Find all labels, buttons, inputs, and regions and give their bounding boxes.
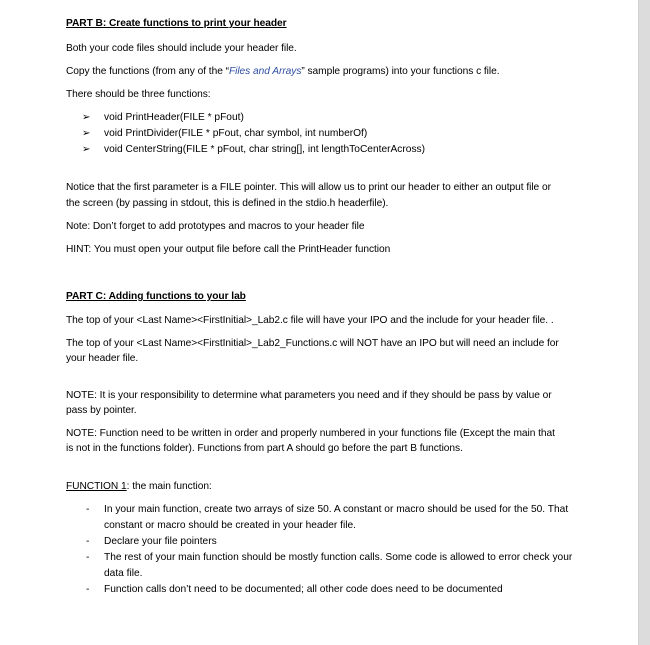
- part-c-paragraph-2-line-1: The top of your <Last Name><FirstInitial>_Lab2_Functions.c will NOT have an IPO but will need an include for: [66, 338, 559, 349]
- function-1-item-4: Function calls don’t need to be documented; all other code does need to be documented: [104, 584, 503, 595]
- vertical-scrollbar[interactable]: [639, 0, 650, 645]
- arrow-bullet-icon: ➢: [82, 128, 91, 139]
- p2-post: ” sample programs) into your functions c file.: [301, 66, 500, 77]
- function-1-item-3-line-2: data file.: [104, 568, 143, 579]
- note-line: Note: Don’t forget to add prototypes and macros to your header file: [66, 221, 365, 232]
- function-1-item-2: Declare your file pointers: [104, 536, 217, 547]
- function-item: void CenterString(FILE * pFout, char string[], int lengthToCenterAcross): [104, 144, 426, 155]
- part-b-paragraph-1: Both your code files should include your header file.: [66, 43, 297, 54]
- dash-bullet: -: [86, 584, 90, 595]
- function-item: void PrintHeader(FILE * pFout): [104, 112, 244, 123]
- function-1-item-3-line-1: The rest of your main function should be mostly function calls. Some code is allowed to error check your: [104, 552, 573, 563]
- dash-bullet: -: [86, 504, 90, 515]
- arrow-bullet-icon: ➢: [82, 144, 91, 155]
- note-2-line-1: NOTE: Function need to be written in order and properly numbered in your functions file (Except the main that: [66, 428, 555, 439]
- notice-line-2: the screen (by passing in stdout, this is defined in the stdio.h headerfile).: [66, 198, 389, 209]
- part-c-paragraph-1: The top of your <Last Name><FirstInitial>_Lab2.c file will have your IPO and the include for your header file. .: [66, 315, 554, 326]
- dash-bullet: -: [86, 536, 90, 547]
- p2-pre: Copy the functions (from any of the “: [66, 66, 229, 77]
- part-b-heading: PART B: Create functions to print your header: [66, 18, 287, 29]
- note-1-line-2: pass by pointer.: [66, 405, 137, 416]
- part-b-paragraph-2: [66, 64, 500, 80]
- note-1-line-1: NOTE: It is your responsibility to determine what parameters you need and if they should be pass by value or: [66, 390, 552, 401]
- function-item: void PrintDivider(FILE * pFout, char symbol, int numberOf): [104, 128, 368, 139]
- note-2-line-2: is not in the functions folder). Functions from part A should go before the part B functions.: [66, 443, 463, 454]
- function-1-heading-rest: : the main function:: [126, 481, 212, 492]
- function-1-item-1-line-1: In your main function, create two arrays of size 50. A constant or macro should be used for the 50. That: [104, 504, 569, 515]
- function-1-heading-label: FUNCTION 1: [66, 481, 127, 492]
- part-c-paragraph-2-line-2: your header file.: [66, 353, 139, 364]
- part-b-paragraph-3: There should be three functions:: [66, 89, 211, 100]
- p2-italic: Files and Arrays: [228, 66, 302, 77]
- hint-line: HINT: You must open your output file before call the PrintHeader function: [66, 244, 391, 255]
- function-1-heading: [66, 479, 212, 495]
- dash-bullet: -: [86, 552, 90, 563]
- notice-line-1: Notice that the first parameter is a FILE pointer. This will allow us to print our header to either an output file or: [66, 182, 551, 193]
- part-c-heading: PART C: Adding functions to your lab: [66, 291, 246, 302]
- function-1-item-1-line-2: constant or macro should be created in your header file.: [104, 520, 357, 531]
- arrow-bullet-icon: ➢: [82, 112, 91, 123]
